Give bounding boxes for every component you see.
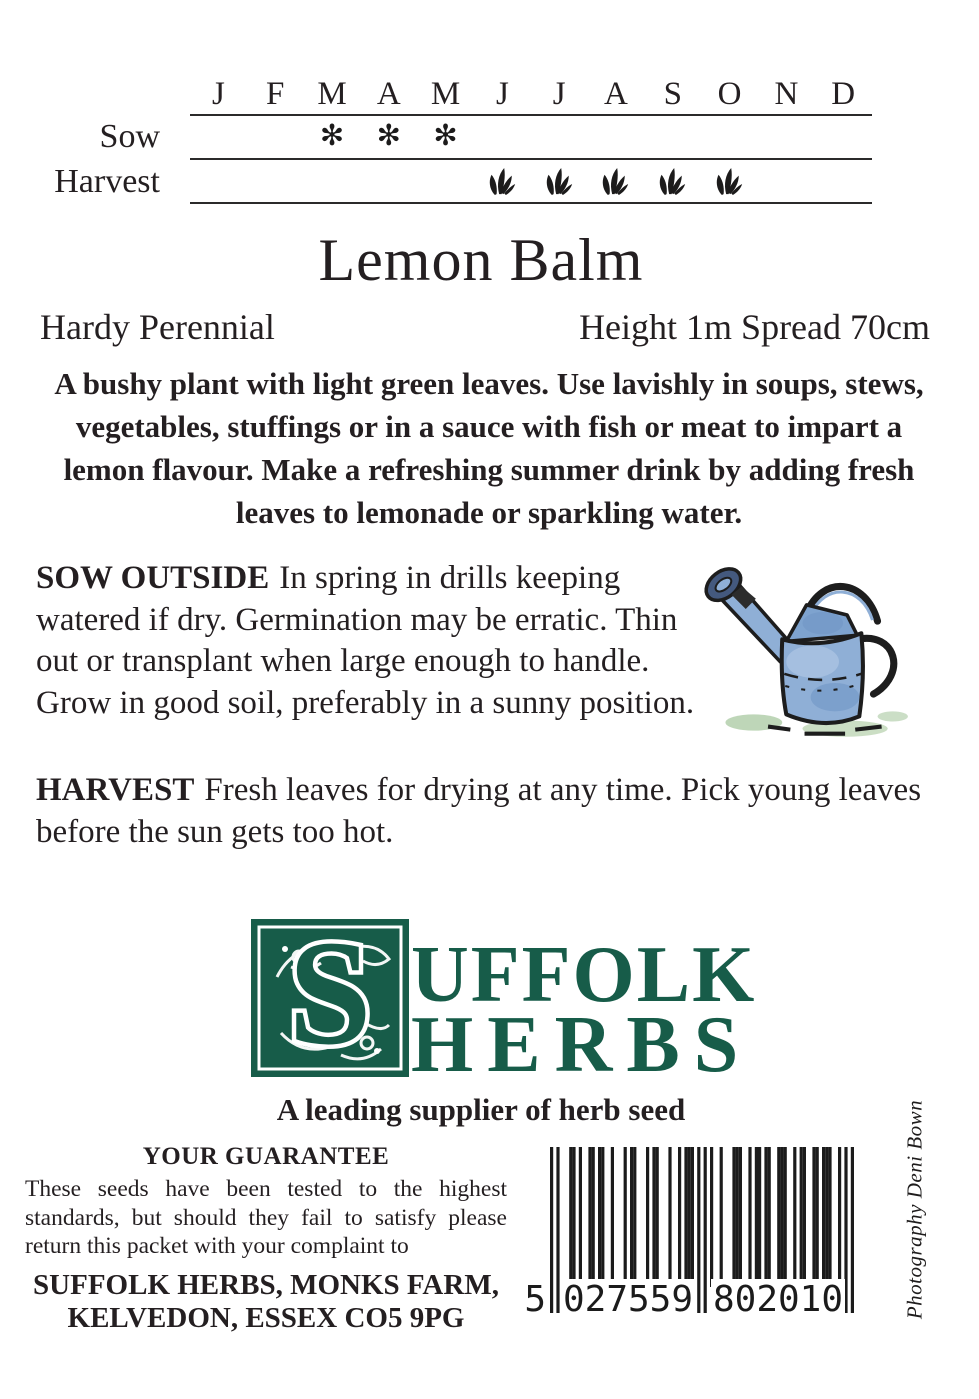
harvest-leaf-icon	[716, 166, 743, 197]
suffolk-herbs-logo-icon	[247, 915, 413, 1081]
calendar-month-header: J	[531, 76, 588, 116]
plant-info-row	[40, 306, 930, 348]
barcode-digit-group1: 027559	[562, 1279, 694, 1320]
address-line-1: SUFFOLK HERBS, MONKS FARM,	[33, 1268, 499, 1301]
calendar-month-header: A	[588, 76, 645, 116]
harvest-cell	[190, 160, 247, 204]
harvest-leaf-icon	[489, 166, 516, 197]
harvest-cell	[815, 160, 872, 204]
harvest-cell	[360, 160, 417, 204]
harvest-cell	[701, 160, 758, 204]
variety-title: Lemon Balm	[318, 227, 644, 293]
calendar-month-header: D	[815, 76, 872, 116]
watering-can-illustration	[693, 560, 911, 738]
harvest-heading: HARVEST	[36, 772, 195, 808]
guarantee-text: These seeds have been tested to the highest standards, but should they fail to satisfy please return this packet with your complaint to	[25, 1176, 507, 1259]
calendar-month-header: M	[417, 76, 474, 116]
sow-cell	[417, 113, 474, 160]
barcode-digit-group2: 802010	[712, 1279, 844, 1320]
barcode	[518, 1147, 863, 1332]
calendar-month-header: F	[247, 76, 304, 116]
barcode-digit-lead: 5	[524, 1279, 546, 1320]
sow-cell	[247, 113, 304, 160]
harvest-leaf-icon	[602, 166, 629, 197]
harvest-body: Fresh leaves for drying at any time. Pick young leaves before the sun gets too hot.	[36, 772, 922, 850]
calendar-month-header: O	[701, 76, 758, 116]
sow-cell	[531, 113, 588, 160]
supplier-address	[25, 1269, 507, 1335]
wordmark-line2: HERBS	[411, 1001, 753, 1089]
harvest-cell	[304, 160, 361, 204]
sow-cell	[304, 113, 361, 160]
brand-wordmark	[411, 931, 757, 1089]
harvest-cell	[531, 160, 588, 204]
harvest-cell	[417, 160, 474, 204]
sow-cell	[474, 113, 531, 160]
calendar-sow-row	[0, 113, 979, 160]
logo-initial: S	[288, 915, 372, 1076]
calendar-corner-cell	[0, 76, 190, 116]
address-line-2: KELVEDON, ESSEX CO5 9PG	[67, 1301, 465, 1334]
calendar-month-header: A	[360, 76, 417, 116]
harvest-leaf-icon	[546, 166, 573, 197]
sowing-calendar	[0, 76, 979, 204]
guarantee-heading: YOUR GUARANTEE	[142, 1143, 390, 1170]
sow-cell	[701, 113, 758, 160]
calendar-month-header: J	[190, 76, 247, 116]
harvest-cell	[644, 160, 701, 204]
harvest-cell	[474, 160, 531, 204]
harvest-leaf-icon	[659, 166, 686, 197]
calendar-month-header: J	[474, 76, 531, 116]
plant-type: Hardy Perennial	[40, 307, 275, 347]
calendar-harvest-row	[0, 160, 979, 204]
brand-tagline: A leading supplier of herb seed	[276, 1092, 686, 1127]
sow-cell	[360, 113, 417, 160]
harvest-paragraph	[36, 770, 944, 853]
sow-outside-heading: SOW OUTSIDE	[36, 560, 270, 596]
plant-dimensions: Height 1m Spread 70cm	[579, 307, 930, 347]
calendar-month-header: S	[644, 76, 701, 116]
photography-credit: Photography Deni Bown	[902, 1099, 927, 1320]
plant-description: A bushy plant with light green leaves. Use lavishly in soups, stews, vegetables, stuffings or in a sauce with fish or meat to impart a lemon flavour. Make a refreshing summer drink by adding fresh leaves to lemonade or sparkling water.	[54, 366, 924, 530]
sow-cell	[588, 113, 645, 160]
sow-cell	[815, 113, 872, 160]
harvest-cell	[588, 160, 645, 204]
guarantee-block	[25, 1143, 507, 1335]
sow-row-label: Sow	[99, 117, 160, 155]
calendar-month-header: M	[304, 76, 361, 116]
sow-cell	[758, 113, 815, 160]
calendar-month-header: N	[758, 76, 815, 116]
calendar-month-header-row	[0, 76, 979, 113]
sow-mark-icon: ✻	[433, 118, 458, 152]
harvest-cell	[247, 160, 304, 204]
sow-outside-body: In spring in drills keeping watered if dry. Germination may be erratic. Thin out or transplant when large enough to handle. Grow in good soil, preferably in a sunny position.	[36, 560, 695, 721]
harvest-cell	[758, 160, 815, 204]
wordmark-line1: UFFOLK	[411, 931, 757, 1019]
sow-cell	[190, 113, 247, 160]
sow-mark-icon: ✻	[376, 118, 401, 152]
sow-cell	[644, 113, 701, 160]
sow-mark-icon: ✻	[319, 118, 345, 152]
harvest-row-label: Harvest	[54, 163, 160, 200]
